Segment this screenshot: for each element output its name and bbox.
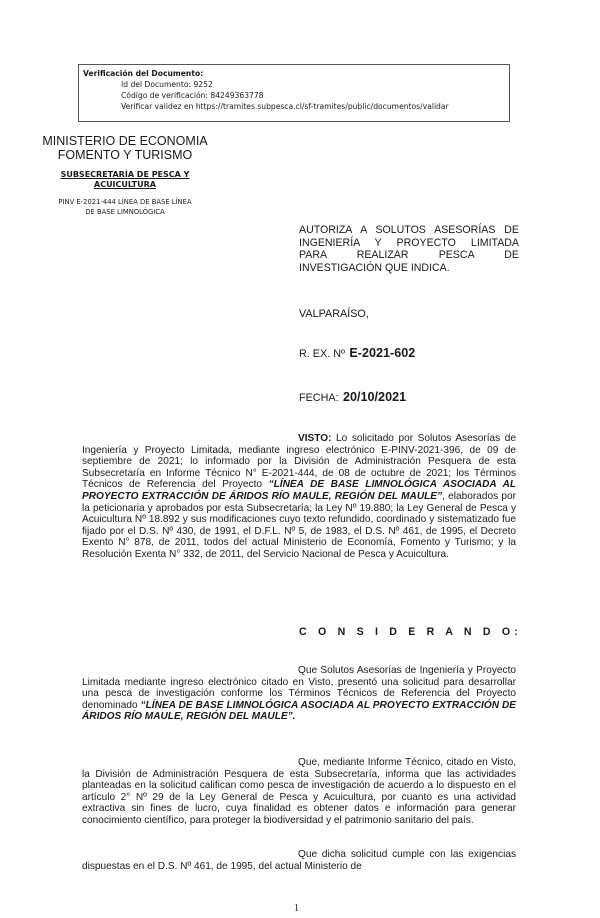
pinv-line2: DE BASE LIMNOLÓGICA [85, 207, 165, 216]
visto-project: “LÍNEA DE BASE LIMNOLÓGICA ASOCIADA AL PROYECTO EXTRACCIÓN DE ÁRIDOS RÍO MAULE, REGIÓN DEL MAULE” [82, 479, 516, 502]
date-value: 20/10/2021 [343, 390, 407, 404]
resolution-number [299, 344, 519, 362]
visto-paragraph [82, 433, 516, 561]
pinv-line1: PINV E-2021-444 LÍNEA DE BASE LÍNEA [58, 198, 192, 206]
resolution-date [299, 388, 519, 406]
visto-label: VISTO: [298, 433, 332, 444]
title-line3: PARA REALIZAR PESCA DE [299, 249, 519, 262]
page-number: 1 [294, 903, 299, 914]
considerando-p2-text: Que, mediante Informe Técnico, citado en Visto, la División de Administración Pesquera de esta Subsecretaría, informa que las actividades planteadas en la solicitud califican como pesca de investigación de acuerdo a lo dispuesto en el artículo 2° Nº 29 de la Ley General de Pesca y Acuicultura, por cuanto es una actividad extractiva sin fines de lucro, cuya finalidad es obtener datos e información para generar conocimiento científico, para proteger la biodiversidad y el patrimonio sanitario del país. [82, 757, 516, 826]
verification-url[interactable]: • Verificar validez en https://tramites.subpesca.cl/sf-tramites/public/documentos/validar [121, 101, 505, 112]
considerando-p3 [82, 849, 516, 872]
city: VALPARAÍSO, [299, 308, 369, 320]
title-line2: INGENIERÍA Y PROYECTO LIMITADA [299, 236, 519, 249]
title-line4: INVESTIGACIÓN QUE INDICA. [299, 261, 450, 274]
verification-code: • Código de verificación: 84249363778 [121, 90, 505, 101]
considerando-p1 [82, 665, 516, 723]
subsecretaria-name [36, 170, 214, 190]
verification-title: Verificación del Documento: [83, 69, 204, 78]
title-line1: AUTORIZA A SOLUTOS ASESORÍAS DE [299, 224, 519, 236]
considerando-p1-project: “LÍNEA DE BASE LIMNOLÓGICA ASOCIADA AL PROYECTO EXTRACCIÓN DE ÁRIDOS RÍO MAULE, REGIÓN DEL MAULE”. [82, 699, 516, 723]
date-label: FECHA: [299, 392, 339, 404]
considerando-heading: C O N S I D E R A N D O: [299, 626, 523, 638]
pinv-reference [36, 198, 214, 217]
verification-list [83, 79, 505, 112]
subsecretaria-line1: SUBSECRETARÍA DE PESCA Y [60, 170, 190, 179]
ministry-line1: MINISTERIO DE ECONOMIA [42, 134, 208, 148]
ministry-line2: FOMENTO Y TURISMO [57, 148, 193, 162]
considerando-p3-text: Que dicha solicitud cumple con las exigencias dispuestas en el D.S. Nº 461, de 1995, del actual Ministerio de [82, 849, 516, 872]
rex-number: E-2021-602 [349, 346, 416, 360]
subsecretaria-line2: ACUICULTURA [94, 180, 156, 189]
verification-box [78, 64, 510, 122]
resolution-title [299, 224, 519, 274]
visto-part2: , elaborados por la peticionaria y aprobados por esta Subsecretaría; la Ley Nº 19.880; la Ley General de Pesca y Acuicultura Nº 18.892 y sus modificaciones cuyo texto refundido, coordinado y sistematizado fue fijado por el D.S. Nº 430, de 1991, el D.F.L. Nº 5, de 1983, el D.S. Nº 461, de 1995, el Decreto Exento N° 878, de 2011, todos del actual Ministerio de Economía, Fomento y Turismo; y la Resolución Exenta N° 332, de 2011, del Servicio Nacional de Pesca y Acuicultura. [82, 490, 516, 560]
rex-label: R. EX. Nº [299, 348, 345, 360]
ministry-name [36, 134, 214, 162]
verification-id: • Id del Documento: 9252 [121, 79, 505, 90]
considerando-p2 [82, 757, 516, 827]
visto-part1: Lo solicitado por Solutos Asesorías de Ingeniería y Proyecto Limitada, mediante ingreso electrónico E-PINV-2021-396, de 09 de septiembre de 2021; lo informado por la División de Administración Pesquera de esta Subsecretaría en Informe Técnico N° E-2021-444, de 08 de octubre de 2021; los Términos Técnicos de Referencia del Proyecto [82, 433, 516, 491]
considerando-p1-text: Que Solutos Asesorías de Ingeniería y Proyecto Limitada mediante ingreso electrónico citado en Visto, presentó una solicitud para desarrollar una pesca de investigación conforme los Términos Técnicos de Referencia del Proyecto denominado [82, 665, 516, 711]
